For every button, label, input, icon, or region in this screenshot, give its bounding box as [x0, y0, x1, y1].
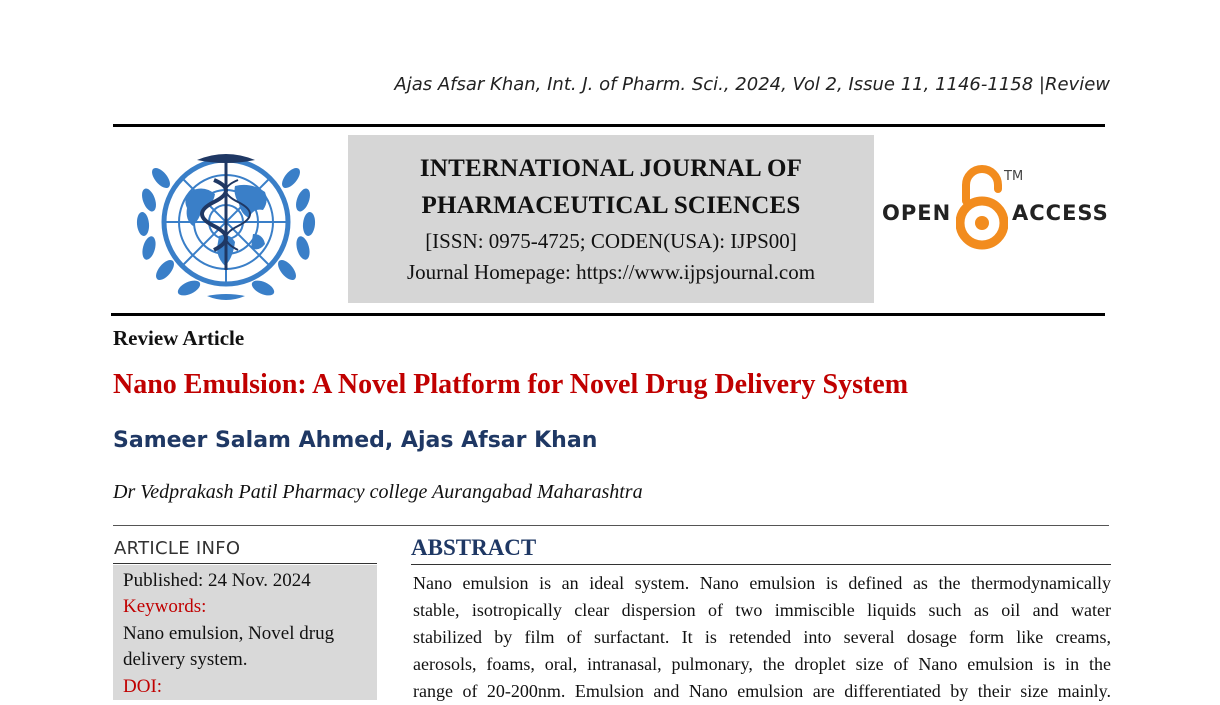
abstract-line: stable, isotropically clear dispersion of two immiscible liquids such as oil and water: [413, 600, 1111, 620]
doi-label: DOI:: [123, 676, 163, 697]
open-access-lock-icon: [956, 163, 1008, 253]
abstract-line: aerosols, foams, oral, intranasal, pulmonary, the droplet size of Nano emulsion is in the: [413, 654, 1111, 674]
header-bottom-rule: [111, 313, 1105, 316]
emblem-icon: [127, 140, 325, 306]
abstract-rule: [411, 564, 1111, 565]
citation-header: Ajas Afsar Khan, Int. J. of Pharm. Sci., 2024, Vol 2, Issue 11, 1146-1158 |Review: [394, 74, 1110, 95]
abstract-line: stabilized by film of surfactant. It is retended into several dosage form like creams,: [413, 627, 1111, 647]
article-title: Nano Emulsion: A Novel Platform for Novel Drug Delivery System: [113, 369, 909, 400]
section-divider: [113, 525, 1109, 526]
abstract-line: range of 20-200nm. Emulsion and Nano emulsion are differentiated by their size mainly.: [413, 681, 1111, 701]
abstract-body: [413, 570, 1111, 705]
keywords-value-line-1: Nano emulsion, Novel drug: [123, 623, 335, 644]
open-access-access-text: ACCESS: [1012, 201, 1109, 225]
open-access-logo: [880, 163, 1108, 255]
journal-title-banner: [348, 135, 874, 303]
article-type: Review Article: [113, 326, 245, 350]
author-affiliation: Dr Vedprakash Patil Pharmacy college Aurangabad Maharashtra: [113, 481, 643, 503]
open-access-open-text: OPEN: [882, 201, 952, 225]
trademark-symbol: TM: [1004, 169, 1024, 184]
published-date: Published: 24 Nov. 2024: [123, 570, 311, 591]
keywords-value-line-2: delivery system.: [123, 649, 248, 670]
journal-issn: [ISSN: 0975-4725; CODEN(USA): IJPS00]: [425, 229, 797, 253]
abstract-line: Nano emulsion is an ideal system. Nano emulsion is defined as the thermodynamically: [413, 573, 1111, 593]
abstract-heading: ABSTRACT: [411, 535, 537, 560]
article-info-heading: ARTICLE INFO: [114, 538, 241, 559]
article-info-rule: [113, 563, 377, 564]
journal-name-line-2: PHARMACEUTICAL SCIENCES: [421, 192, 801, 219]
journal-emblem-logo: [127, 140, 325, 306]
journal-homepage[interactable]: Journal Homepage: https://www.ijpsjournal.com: [406, 260, 816, 284]
header-top-rule: [113, 124, 1105, 127]
article-authors: Sameer Salam Ahmed, Ajas Afsar Khan: [113, 428, 598, 453]
keywords-label: Keywords:: [123, 596, 207, 617]
journal-name-line-1: INTERNATIONAL JOURNAL OF: [419, 155, 803, 182]
